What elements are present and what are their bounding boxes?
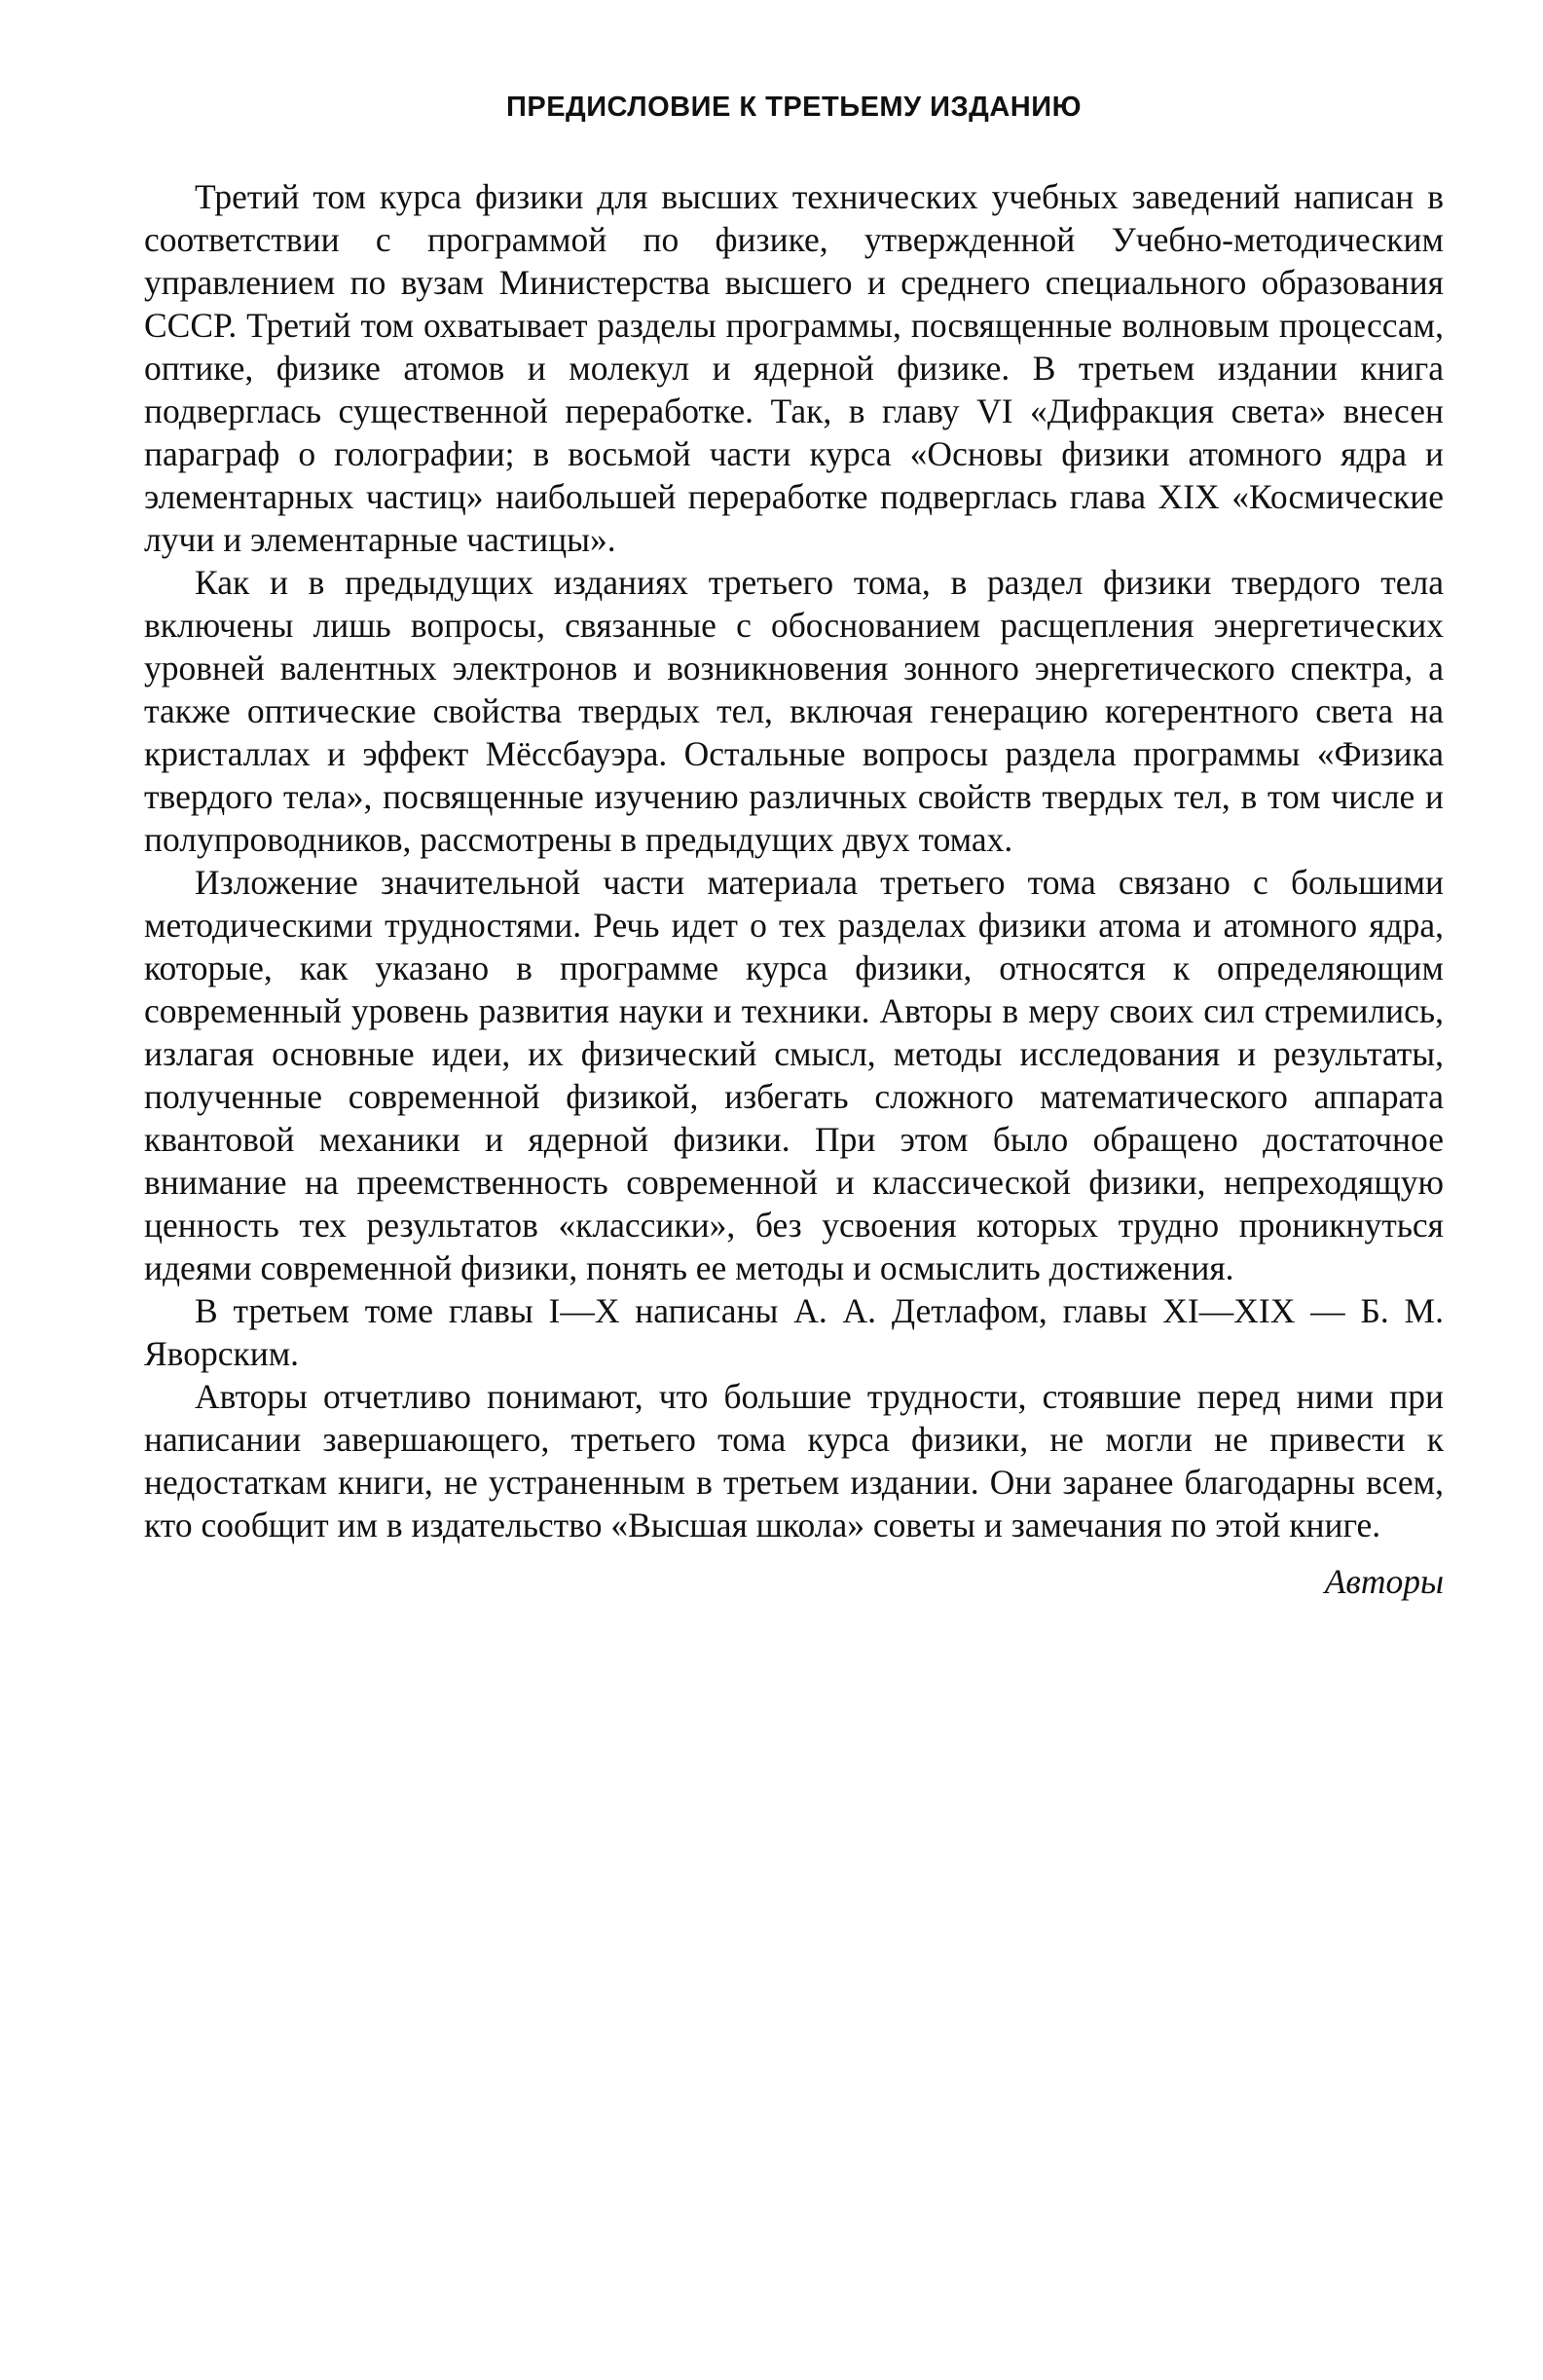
paragraph-4: В третьем томе главы I—X написаны А. А. Детлафом, главы XI—XIX — Б. М. Яворским. <box>144 1291 1444 1373</box>
paragraph-1: Третий том курса физики для высших технических учебных заведений написан в соответствии с программой по физике, утвержденной Учебно-методическим управлением по вузам Министерства высшего и среднего специального образования СССР. Третий том охватывает разделы программы, посвященные волновым процессам, оптике, физике атомов и молекул и ядерной физике. В третьем издании книга подверглась существенной переработке. Так, в главу VI «Дифракция света» внесен параграф о голографии; в восьмой части курса «Основы физики атомного ядра и элементарных частиц» наибольшей переработке подверглась глава XIX «Космические лучи и элементарные частицы». <box>144 177 1444 559</box>
document-page <box>144 90 1444 1603</box>
paragraph-5: Авторы отчетливо понимают, что большие трудности, стоявшие перед ними при написании завершающего, третьего тома курса физики, не могли не привести к недостаткам книги, не устраненным в третьем издании. Они заранее благодарны всем, кто сообщит им в издательство «Высшая школа» советы и замечания по этой книге. <box>144 1377 1444 1544</box>
signature: Авторы <box>1324 1562 1444 1601</box>
paragraph-3: Изложение значительной части материала третьего тома связано с большими методическими трудностями. Речь идет о тех разделах физики атома и атомного ядра, которые, как указано в программе курса физики, относятся к определяющим современный уровень развития науки и техники. Авторы в меру своих сил стремились, излагая основные идеи, их физический смысл, методы исследования и результаты, полученные современной физикой, избегать сложного математического аппарата квантовой механики и ядерной физики. При этом было обращено достаточное внимание на преемственность современной и классической физики, непреходящую ценность тех результатов «классики», без усвоения которых трудно проникнуться идеями современной физики, понять ее методы и осмыслить достижения. <box>144 863 1444 1287</box>
page-title: ПРЕДИСЛОВИЕ К ТРЕТЬЕМУ ИЗДАНИЮ <box>506 92 1082 123</box>
paragraph-2: Как и в предыдущих изданиях третьего тома, в раздел физики твердого тела включены лишь вопросы, связанные с обоснованием расщепления энергетических уровней валентных электронов и возникновения зонного энергетического спектра, а также оптические свойства твердых тел, включая генерацию когерентного света на кристаллах и эффект Мёссбауэра. Остальные вопросы раздела программы «Физика твердого тела», посвященные изучению различных свойств твердых тел, в том числе и полупроводников, рассмотрены в предыдущих двух томах. <box>144 563 1444 859</box>
